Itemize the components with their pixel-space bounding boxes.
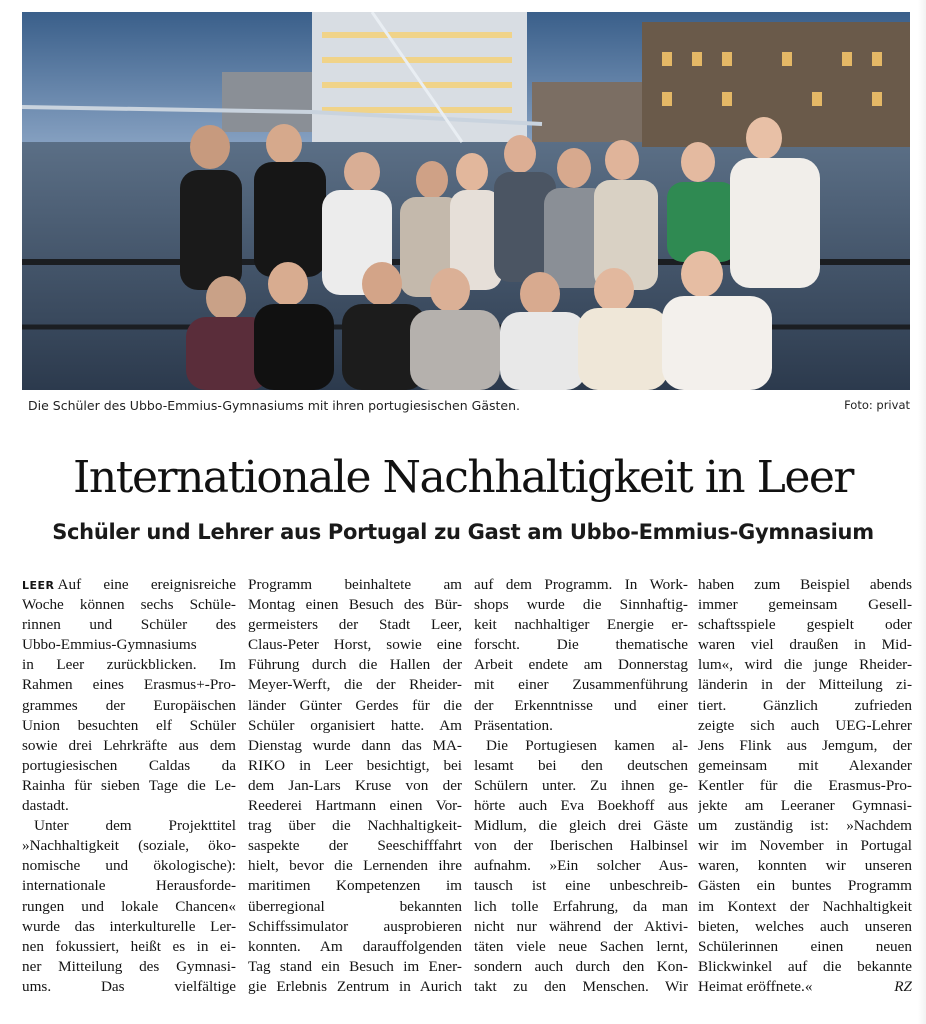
photo-caption-row — [22, 398, 910, 416]
article-column-1 — [22, 575, 236, 997]
article-text-line: forscht. Die thematische — [474, 636, 688, 654]
article-text-line: lesamt bei den deutschen — [474, 756, 688, 774]
article-text-line: tiert. Gänzlich zufrieden — [698, 696, 912, 714]
article-text-line: ner Mitteilung des Gymnasi- — [22, 957, 236, 975]
article-text-line: Tag stand ein Besuch im Ener- — [248, 957, 462, 975]
article-text-line: sondern auch durch den Kon- — [474, 957, 688, 975]
article-text-line: immer gemeinsam Gesell- — [698, 596, 912, 614]
article-text-line: ums. Das vielfältige — [22, 977, 236, 995]
article-text-line: von der Iberischen Halbinsel — [474, 837, 688, 855]
article-text-line: grammes der Europäischen — [22, 696, 236, 714]
article-text-line: trag über die Nachhaltigkeit- — [248, 817, 462, 835]
article-text-line: sowie drei Lehrkräfte aus dem — [22, 736, 236, 754]
article-text-line: haben zum Beispiel abends — [698, 576, 912, 593]
photo-illustration — [22, 12, 910, 390]
article-headline: Internationale Nachhaltigkeit in Leer — [73, 452, 853, 503]
article-column-2 — [248, 575, 462, 997]
article-text-line: Rahmen eines Erasmus+-Pro- — [22, 676, 236, 694]
article-text-line: Blickwinkel auf die bekannte — [698, 957, 912, 975]
article-text-line: germeisters der Stadt Leer, — [248, 616, 462, 634]
article-text-line: konnten. Am darauffolgenden — [248, 937, 462, 955]
article-text-line: um zuständig ist: »Nachdem — [698, 817, 912, 835]
article-text-line: maritimen Kompetenzen im — [248, 877, 462, 895]
article-text-line: keit nachhaltiger Energie er- — [474, 616, 688, 634]
article-text-line: jekte am Leeraner Gymnasi- — [698, 797, 912, 815]
article-text-line: Kentler für die Erasmus-Pro- — [698, 776, 912, 794]
article-text-line: überregional bekannten — [248, 897, 462, 915]
article-text-line: bieten, welches auch unseren — [698, 917, 912, 935]
article-text-line: gie Erlebnis Zentrum in Aurich — [248, 977, 462, 995]
article-text-line: Montag einen Besuch des Bür- — [248, 596, 462, 614]
article-text-line: nomische und ökologische): — [22, 857, 236, 875]
article-text-line: gemeinsam mit Alexander — [698, 756, 912, 774]
article-text-line: Jens Flink aus Jemgum, der — [698, 736, 912, 754]
article-text-line: Schülerinnen einen neuen — [698, 937, 912, 955]
article-text-line: auf dem Programm. In Work- — [474, 576, 688, 593]
article-text-line: tausch ist eine unbeschreib- — [474, 877, 688, 895]
article-text-line: dastadt. — [22, 797, 69, 815]
article-text-line: Woche können sechs Schüle- — [22, 596, 236, 614]
article-text-line: LEER Auf eine ereignisreiche — [22, 576, 236, 593]
article-text-line: RIKO in Leer besichtigt, bei — [248, 756, 462, 774]
article-text-line: schaftsspiele gespielt oder — [698, 616, 912, 634]
article-text-line: nen fokussiert, heißt es in ei- — [22, 937, 236, 955]
article-text-line: Claus-Peter Horst, sowie eine — [248, 636, 462, 654]
article-text-line: täten viele neue Sachen lernt, — [474, 937, 688, 955]
article-text-line: Midlum, die gleich drei Gäste — [474, 817, 688, 835]
article-text-line: Meyer-Werft, die der Rheider- — [248, 676, 462, 694]
article-text-line: in Leer zurückblicken. Im — [22, 656, 236, 674]
article-text-line: Rainha für sieben Tage die Le- — [22, 776, 236, 794]
article-text-line: länderin in der Mitteilung zi- — [698, 676, 912, 694]
article-text-line: waren, konnten wir unseren — [698, 857, 912, 875]
article-column-3 — [474, 575, 688, 997]
article-text-line: Schüler organisiert hatte. Am — [248, 716, 462, 734]
article-text-line: nicht nur während der Aktivi- — [474, 917, 688, 935]
article-text-line: zeigte sich auch UEG-Lehrer — [698, 716, 912, 734]
article-text-line: lum«, wird die junge Rheider- — [698, 656, 912, 674]
article-text-line: Ubbo-Emmius-Gymnasiums — [22, 636, 197, 654]
article-text-line: internationale Herausforde- — [22, 877, 236, 895]
article-text-line: Unter dem Projekttitel — [34, 817, 236, 835]
article-text-line: lich tolle Erfahrung, da man — [474, 897, 688, 915]
article-text-line: Programm beinhaltete am — [248, 576, 462, 593]
article-text-line: Heimat eröffnete.« RZ — [698, 977, 912, 997]
article-text-line: im Kontext der Nachhaltigkeit — [698, 897, 912, 915]
photo-credit: Foto: privat — [844, 398, 910, 412]
page-edge — [918, 0, 926, 1024]
article-text-line: Die Portugiesen kamen al- — [486, 736, 688, 754]
article-text-line: hörte auch Eva Boekhoff aus — [474, 797, 688, 815]
article-text-line: Reederei Hartmann einen Vor- — [248, 797, 462, 815]
article-text-line: rinnen und Schüler des — [22, 616, 236, 634]
article-author: RZ — [894, 977, 912, 995]
article-column-4 — [698, 575, 912, 997]
article-text-line: länder Günter Gerdes für die — [248, 696, 462, 714]
article-text-line: shops wurde die Sinnhaftig- — [474, 596, 688, 614]
article-text-line: Union besuchten elf Schüler — [22, 716, 236, 734]
article-text-line: »Nachhaltigkeit (soziale, öko- — [22, 837, 236, 855]
article-text-line: takt zu den Menschen. Wir — [474, 977, 688, 995]
article-text-line: wurde das interkulturelle Ler- — [22, 917, 236, 935]
article-text-line: Führung durch die Hallen der — [248, 656, 462, 674]
article-text-line: rungen und lokale Chancen« — [22, 897, 236, 915]
article-text-line: saspekte der Seeschifffahrt — [248, 837, 462, 855]
article-text-line: Gästen ein buntes Programm — [698, 877, 912, 895]
article-text-line: wir im November in Portugal — [698, 837, 912, 855]
article-subheadline: Schüler und Lehrer aus Portugal zu Gast am Ubbo-Emmius-Gymnasium — [52, 520, 874, 544]
article-text-line: hielt, bevor die Lernenden ihre — [248, 857, 462, 875]
article-text-line: Präsentation. — [474, 716, 553, 734]
article-dateline: LEER — [22, 579, 55, 592]
group-photo — [22, 12, 910, 390]
article-text-line: mit einer Zusammenführung — [474, 676, 688, 694]
article-text-line: portugiesischen Caldas da — [22, 756, 236, 774]
article-text-line: aufnahm. »Ein solcher Aus- — [474, 857, 688, 875]
article-text-line: Dienstag wurde dann das MA- — [248, 736, 462, 754]
article-text-line: Schiffssimulator ausprobieren — [248, 917, 462, 935]
article-text-line: waren viel draußen in Mid- — [698, 636, 912, 654]
photo-caption: Die Schüler des Ubbo-Emmius-Gymnasiums mit ihren portugiesischen Gästen. — [28, 398, 520, 413]
article-text-line: dem Jan-Lars Kruse von der — [248, 776, 462, 794]
article-text-line: Schülern unter. Zu ihnen ge- — [474, 776, 688, 794]
article-text-line: Arbeit endete am Donnerstag — [474, 656, 688, 674]
article-text-line: der Erkenntnisse und einer — [474, 696, 688, 714]
